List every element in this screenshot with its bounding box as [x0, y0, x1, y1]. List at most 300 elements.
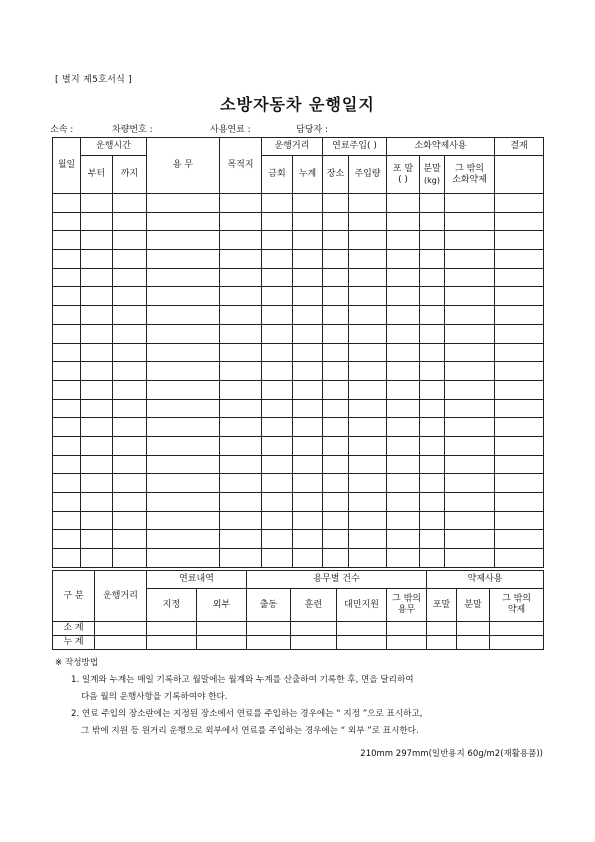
table-cell[interactable]	[147, 493, 220, 512]
table-cell[interactable]	[53, 474, 81, 493]
table-cell[interactable]	[495, 474, 544, 493]
table-cell[interactable]	[349, 194, 387, 213]
table-cell[interactable]	[387, 343, 420, 362]
table-cell[interactable]	[387, 250, 420, 269]
table-cell[interactable]	[420, 231, 445, 250]
approval-cell[interactable]	[495, 156, 544, 194]
table-cell[interactable]	[337, 636, 387, 650]
table-cell[interactable]	[293, 436, 323, 455]
designated-header: 지정	[147, 589, 197, 622]
table-cell[interactable]	[349, 362, 387, 381]
table-cell[interactable]	[247, 636, 291, 650]
table-cell[interactable]	[293, 380, 323, 399]
table-cell[interactable]	[53, 250, 81, 269]
table-cell[interactable]	[495, 511, 544, 530]
table-cell[interactable]	[445, 380, 495, 399]
table-cell[interactable]	[420, 474, 445, 493]
table-cell[interactable]	[220, 474, 262, 493]
table-cell[interactable]	[293, 549, 323, 568]
table-cell[interactable]	[349, 418, 387, 437]
table-cell[interactable]	[113, 194, 147, 213]
table-cell[interactable]	[53, 511, 81, 530]
table-cell[interactable]	[262, 493, 293, 512]
table-cell[interactable]	[337, 622, 387, 636]
table-cell[interactable]	[53, 306, 81, 325]
table-cell[interactable]	[349, 549, 387, 568]
table-cell[interactable]	[387, 636, 427, 650]
table-cell[interactable]	[457, 622, 490, 636]
table-cell[interactable]	[349, 436, 387, 455]
table-cell[interactable]	[349, 306, 387, 325]
table-cell[interactable]	[445, 212, 495, 231]
table-cell[interactable]	[81, 343, 113, 362]
table-cell[interactable]	[113, 511, 147, 530]
table-cell[interactable]	[81, 380, 113, 399]
table-cell[interactable]	[220, 418, 262, 437]
table-cell[interactable]	[323, 530, 349, 549]
table-cell[interactable]	[113, 324, 147, 343]
table-cell[interactable]	[293, 455, 323, 474]
external-header: 외부	[197, 589, 247, 622]
table-cell[interactable]	[387, 194, 420, 213]
table-row	[53, 530, 544, 549]
table-cell[interactable]	[387, 324, 420, 343]
table-cell[interactable]	[53, 231, 81, 250]
month-day-header: 월일	[53, 138, 81, 194]
table-cell[interactable]	[113, 530, 147, 549]
table-cell[interactable]	[495, 436, 544, 455]
table-cell[interactable]	[495, 549, 544, 568]
operating-time-header: 운행시간	[81, 138, 147, 156]
table-cell[interactable]	[387, 622, 427, 636]
table-cell[interactable]	[197, 622, 247, 636]
table-cell[interactable]	[293, 474, 323, 493]
table-cell[interactable]	[323, 474, 349, 493]
table-cell[interactable]	[323, 511, 349, 530]
table-cell[interactable]	[147, 194, 220, 213]
table-cell[interactable]	[147, 324, 220, 343]
table-cell[interactable]	[95, 636, 147, 650]
table-cell[interactable]	[490, 636, 544, 650]
table-cell[interactable]	[495, 194, 544, 213]
table-cell[interactable]	[81, 324, 113, 343]
table-cell[interactable]	[349, 474, 387, 493]
table-cell[interactable]	[323, 194, 349, 213]
table-cell[interactable]	[420, 287, 445, 306]
table-cell[interactable]	[323, 212, 349, 231]
table-cell[interactable]	[53, 493, 81, 512]
table-cell[interactable]	[81, 418, 113, 437]
table-cell[interactable]	[53, 287, 81, 306]
table-cell[interactable]	[113, 549, 147, 568]
table-cell[interactable]	[113, 268, 147, 287]
table-cell[interactable]	[445, 324, 495, 343]
table-cell[interactable]	[445, 250, 495, 269]
table-cell[interactable]	[349, 511, 387, 530]
table-cell[interactable]	[220, 380, 262, 399]
table-cell[interactable]	[387, 418, 420, 437]
summary-powder-header: 분말	[457, 589, 490, 622]
table-cell[interactable]	[387, 474, 420, 493]
table-cell[interactable]	[220, 212, 262, 231]
table-cell[interactable]	[387, 380, 420, 399]
table-cell[interactable]	[387, 549, 420, 568]
table-cell[interactable]	[420, 268, 445, 287]
table-cell[interactable]	[323, 380, 349, 399]
table-cell[interactable]	[495, 380, 544, 399]
table-cell[interactable]	[349, 268, 387, 287]
table-cell[interactable]	[81, 511, 113, 530]
table-cell[interactable]	[349, 231, 387, 250]
table-cell[interactable]	[262, 380, 293, 399]
table-cell[interactable]	[293, 362, 323, 381]
table-cell[interactable]	[147, 362, 220, 381]
table-cell[interactable]	[323, 268, 349, 287]
table-cell[interactable]	[420, 343, 445, 362]
table-cell[interactable]	[220, 493, 262, 512]
table-cell[interactable]	[262, 399, 293, 418]
table-cell[interactable]	[293, 212, 323, 231]
table-cell[interactable]	[293, 231, 323, 250]
table-cell[interactable]	[262, 306, 293, 325]
table-cell[interactable]	[81, 399, 113, 418]
table-cell[interactable]	[495, 268, 544, 287]
table-cell[interactable]	[445, 436, 495, 455]
table-cell[interactable]	[220, 324, 262, 343]
table-cell[interactable]	[53, 436, 81, 455]
table-cell[interactable]	[420, 418, 445, 437]
table-cell[interactable]	[323, 399, 349, 418]
table-cell[interactable]	[387, 455, 420, 474]
table-cell[interactable]	[220, 194, 262, 213]
table-cell[interactable]	[81, 231, 113, 250]
table-cell[interactable]	[420, 362, 445, 381]
table-cell[interactable]	[262, 455, 293, 474]
table-cell[interactable]	[387, 493, 420, 512]
table-cell[interactable]	[293, 343, 323, 362]
table-cell[interactable]	[220, 399, 262, 418]
table-cell[interactable]	[113, 455, 147, 474]
table-cell[interactable]	[387, 511, 420, 530]
instruction-1-line2: 다음 월의 운행사항을 기록하여야 한다.	[81, 692, 228, 702]
table-cell[interactable]	[387, 212, 420, 231]
table-cell[interactable]	[445, 474, 495, 493]
table-cell[interactable]	[147, 399, 220, 418]
table-cell[interactable]	[147, 343, 220, 362]
table-cell[interactable]	[262, 250, 293, 269]
table-cell[interactable]	[293, 268, 323, 287]
table-cell[interactable]	[147, 636, 197, 650]
table-cell[interactable]	[445, 455, 495, 474]
table-cell[interactable]	[53, 530, 81, 549]
table-cell[interactable]	[490, 622, 544, 636]
table-cell[interactable]	[323, 324, 349, 343]
table-cell[interactable]	[147, 436, 220, 455]
table-cell[interactable]	[53, 324, 81, 343]
table-cell[interactable]	[147, 622, 197, 636]
instruction-2-line2: 그 밖에 지원 등 원거리 운행으로 외부에서 연료를 주입하는 경우에는 “ 외부 ”로 표시한다.	[81, 726, 419, 736]
table-cell[interactable]	[81, 212, 113, 231]
table-cell[interactable]	[445, 399, 495, 418]
table-cell[interactable]	[113, 306, 147, 325]
table-cell[interactable]	[323, 549, 349, 568]
table-cell[interactable]	[53, 362, 81, 381]
table-cell[interactable]	[495, 362, 544, 381]
table-cell[interactable]	[387, 306, 420, 325]
table-cell[interactable]	[445, 493, 495, 512]
table-cell[interactable]	[113, 418, 147, 437]
table-cell[interactable]	[220, 231, 262, 250]
table-cell[interactable]	[147, 212, 220, 231]
table-cell[interactable]	[323, 343, 349, 362]
table-cell[interactable]	[495, 399, 544, 418]
table-cell[interactable]	[53, 455, 81, 474]
table-row	[53, 343, 544, 362]
table-cell[interactable]	[420, 436, 445, 455]
table-cell[interactable]	[445, 287, 495, 306]
table-cell[interactable]	[349, 530, 387, 549]
table-cell[interactable]	[349, 493, 387, 512]
category-header: 구 분	[53, 571, 95, 622]
table-cell[interactable]	[445, 231, 495, 250]
table-row	[53, 511, 544, 530]
foam-header	[387, 156, 420, 194]
table-row	[53, 287, 544, 306]
table-cell[interactable]	[349, 455, 387, 474]
table-cell[interactable]	[293, 399, 323, 418]
table-cell[interactable]	[220, 530, 262, 549]
table-cell[interactable]	[495, 530, 544, 549]
table-cell[interactable]	[113, 212, 147, 231]
table-cell[interactable]	[220, 436, 262, 455]
table-cell[interactable]	[445, 549, 495, 568]
table-cell[interactable]	[387, 436, 420, 455]
table-cell[interactable]	[293, 511, 323, 530]
table-cell[interactable]	[262, 418, 293, 437]
table-cell[interactable]	[323, 493, 349, 512]
table-cell[interactable]	[113, 343, 147, 362]
table-cell[interactable]	[262, 530, 293, 549]
table-cell[interactable]	[387, 231, 420, 250]
table-cell[interactable]	[445, 530, 495, 549]
table-cell[interactable]	[147, 549, 220, 568]
other-duty-header-line2: 용무	[397, 605, 416, 615]
table-cell[interactable]	[147, 511, 220, 530]
table-cell[interactable]	[262, 511, 293, 530]
table-cell[interactable]	[349, 343, 387, 362]
table-cell[interactable]	[262, 231, 293, 250]
table-cell[interactable]	[53, 549, 81, 568]
table-cell[interactable]	[445, 362, 495, 381]
table-cell[interactable]	[495, 287, 544, 306]
other-agent-header-line2: 소화약제	[452, 174, 487, 185]
table-cell[interactable]	[147, 306, 220, 325]
table-cell[interactable]	[53, 418, 81, 437]
table-cell[interactable]	[349, 399, 387, 418]
table-cell[interactable]	[420, 455, 445, 474]
table-cell[interactable]	[323, 436, 349, 455]
table-cell[interactable]	[81, 250, 113, 269]
table-cell[interactable]	[113, 250, 147, 269]
table-cell[interactable]	[495, 231, 544, 250]
table-cell[interactable]	[81, 306, 113, 325]
table-cell[interactable]	[495, 493, 544, 512]
table-cell[interactable]	[420, 549, 445, 568]
table-cell[interactable]	[349, 250, 387, 269]
table-cell[interactable]	[81, 493, 113, 512]
table-cell[interactable]	[262, 436, 293, 455]
table-cell[interactable]	[495, 418, 544, 437]
table-cell[interactable]	[495, 343, 544, 362]
table-cell[interactable]	[420, 250, 445, 269]
table-cell[interactable]	[113, 380, 147, 399]
table-cell[interactable]	[53, 268, 81, 287]
table-cell[interactable]	[81, 287, 113, 306]
table-cell[interactable]	[420, 493, 445, 512]
table-cell[interactable]	[495, 455, 544, 474]
table-cell[interactable]	[147, 380, 220, 399]
table-cell[interactable]	[445, 306, 495, 325]
table-cell[interactable]	[293, 306, 323, 325]
table-cell[interactable]	[220, 455, 262, 474]
table-cell[interactable]	[81, 549, 113, 568]
table-cell[interactable]	[495, 250, 544, 269]
table-cell[interactable]	[323, 418, 349, 437]
table-cell[interactable]	[323, 231, 349, 250]
table-cell[interactable]	[262, 287, 293, 306]
table-cell[interactable]	[349, 212, 387, 231]
table-cell[interactable]	[53, 399, 81, 418]
table-cell[interactable]	[445, 194, 495, 213]
table-cell[interactable]	[291, 636, 337, 650]
table-cell[interactable]	[293, 250, 323, 269]
table-cell[interactable]	[457, 636, 490, 650]
table-cell[interactable]	[81, 436, 113, 455]
table-row	[53, 380, 544, 399]
table-cell[interactable]	[81, 474, 113, 493]
table-cell[interactable]	[81, 268, 113, 287]
table-cell[interactable]	[323, 287, 349, 306]
table-cell[interactable]	[420, 212, 445, 231]
table-cell[interactable]	[262, 194, 293, 213]
table-cell[interactable]	[495, 324, 544, 343]
table-cell[interactable]	[147, 250, 220, 269]
table-cell[interactable]	[445, 511, 495, 530]
table-cell[interactable]	[113, 493, 147, 512]
table-cell[interactable]	[387, 287, 420, 306]
table-cell[interactable]	[387, 530, 420, 549]
table-cell[interactable]	[387, 362, 420, 381]
table-cell[interactable]	[220, 268, 262, 287]
table-cell[interactable]	[293, 493, 323, 512]
table-cell[interactable]	[323, 306, 349, 325]
table-cell[interactable]	[81, 194, 113, 213]
table-cell[interactable]	[262, 362, 293, 381]
table-cell[interactable]	[262, 343, 293, 362]
table-cell[interactable]	[262, 212, 293, 231]
table-cell[interactable]	[427, 622, 457, 636]
table-cell[interactable]	[147, 455, 220, 474]
table-cell[interactable]	[53, 343, 81, 362]
table-cell[interactable]	[420, 380, 445, 399]
table-cell[interactable]	[81, 455, 113, 474]
table-cell[interactable]	[95, 622, 147, 636]
table-cell[interactable]	[293, 287, 323, 306]
table-cell[interactable]	[420, 399, 445, 418]
table-cell[interactable]	[147, 268, 220, 287]
table-cell[interactable]	[113, 287, 147, 306]
table-cell[interactable]	[420, 194, 445, 213]
table-cell[interactable]	[147, 287, 220, 306]
table-cell[interactable]	[220, 343, 262, 362]
table-cell[interactable]	[220, 549, 262, 568]
table-cell[interactable]	[427, 636, 457, 650]
table-cell[interactable]	[323, 362, 349, 381]
fuel-amount-header: 주입량	[349, 156, 387, 194]
table-cell[interactable]	[495, 212, 544, 231]
table-cell[interactable]	[220, 362, 262, 381]
table-cell[interactable]	[147, 530, 220, 549]
table-cell[interactable]	[323, 455, 349, 474]
table-cell[interactable]	[147, 231, 220, 250]
table-cell[interactable]	[53, 194, 81, 213]
table-cell[interactable]	[220, 306, 262, 325]
table-cell[interactable]	[262, 549, 293, 568]
table-cell[interactable]	[220, 287, 262, 306]
table-cell[interactable]	[197, 636, 247, 650]
table-cell[interactable]	[420, 306, 445, 325]
table-cell[interactable]	[147, 474, 220, 493]
table-cell[interactable]	[349, 380, 387, 399]
table-cell[interactable]	[349, 287, 387, 306]
table-cell[interactable]	[147, 418, 220, 437]
table-cell[interactable]	[291, 622, 337, 636]
extinguisher-use-header: 소화약제사용	[387, 138, 495, 156]
table-cell[interactable]	[113, 231, 147, 250]
table-cell[interactable]	[53, 212, 81, 231]
table-row	[53, 399, 544, 418]
table-cell[interactable]	[247, 622, 291, 636]
table-cell[interactable]	[293, 324, 323, 343]
table-cell[interactable]	[53, 380, 81, 399]
table-cell[interactable]	[262, 268, 293, 287]
table-cell[interactable]	[220, 250, 262, 269]
table-cell[interactable]	[387, 268, 420, 287]
table-cell[interactable]	[220, 511, 262, 530]
table-cell[interactable]	[293, 530, 323, 549]
table-cell[interactable]	[262, 324, 293, 343]
table-cell[interactable]	[81, 530, 113, 549]
table-cell[interactable]	[293, 418, 323, 437]
table-cell[interactable]	[445, 343, 495, 362]
table-cell[interactable]	[387, 399, 420, 418]
table-cell[interactable]	[445, 418, 495, 437]
table-cell[interactable]	[420, 530, 445, 549]
table-cell[interactable]	[262, 474, 293, 493]
table-cell[interactable]	[323, 250, 349, 269]
table-cell[interactable]	[349, 324, 387, 343]
table-cell[interactable]	[113, 399, 147, 418]
table-cell[interactable]	[420, 324, 445, 343]
table-cell[interactable]	[113, 436, 147, 455]
table-cell[interactable]	[420, 511, 445, 530]
table-cell[interactable]	[81, 362, 113, 381]
table-cell[interactable]	[495, 306, 544, 325]
table-cell[interactable]	[445, 268, 495, 287]
table-cell[interactable]	[113, 474, 147, 493]
table-cell[interactable]	[293, 194, 323, 213]
table-cell[interactable]	[113, 362, 147, 381]
